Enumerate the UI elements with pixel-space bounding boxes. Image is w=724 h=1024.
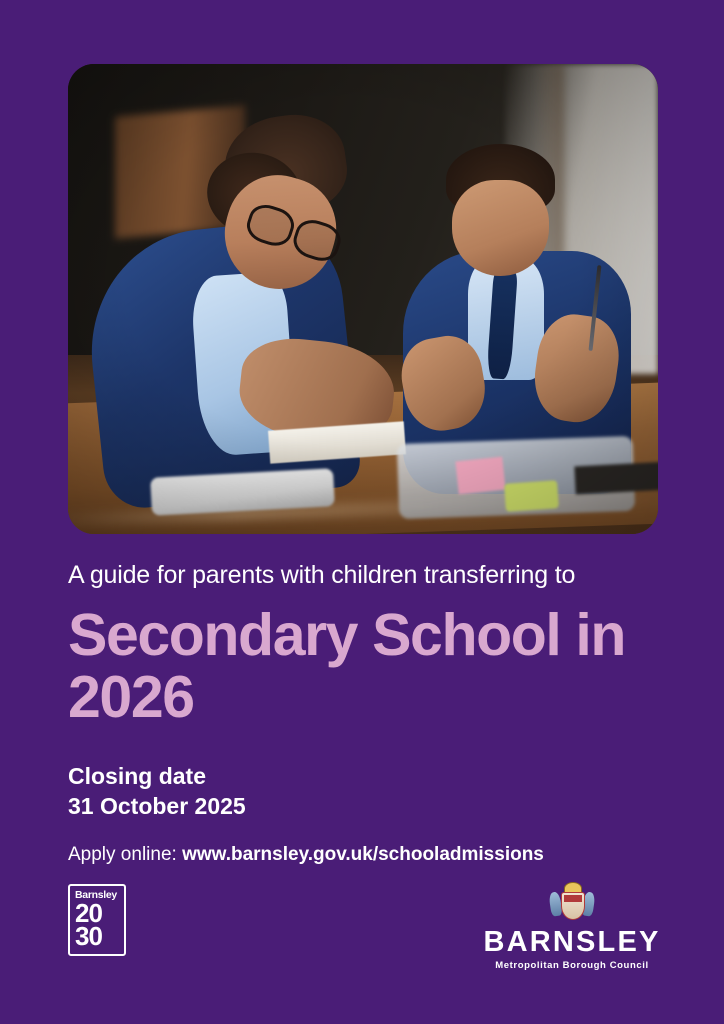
photo-vignette — [68, 64, 658, 534]
council-subtitle: Metropolitan Borough Council — [495, 960, 649, 971]
closing-date-label: Closing date — [68, 762, 207, 789]
coat-of-arms-icon — [549, 880, 595, 924]
school-admissions-link[interactable]: www.barnsley.gov.uk/schooladmissions — [182, 843, 544, 865]
barnsley-2030-line1: 20 — [75, 897, 102, 928]
closing-date-value: 31 October 2025 — [68, 792, 246, 819]
barnsley-council-logo — [482, 880, 662, 971]
hero-photo-illustration — [68, 64, 658, 534]
barnsley-2030-logo — [68, 884, 126, 956]
apply-online-line — [68, 844, 668, 866]
council-name: BARNSLEY — [483, 926, 661, 958]
cover-text-block — [68, 560, 668, 866]
barnsley-2030-line2: 30 — [75, 921, 102, 952]
hero-image — [68, 64, 658, 534]
page-title: Secondary School in 2026 — [68, 602, 625, 730]
cover-kicker: A guide for parents with children transferring to — [68, 561, 576, 589]
crest-shield — [561, 892, 585, 920]
apply-online-prefix: Apply online: — [68, 843, 183, 865]
barnsley-2030-wordmark: Barnsley — [75, 889, 117, 901]
